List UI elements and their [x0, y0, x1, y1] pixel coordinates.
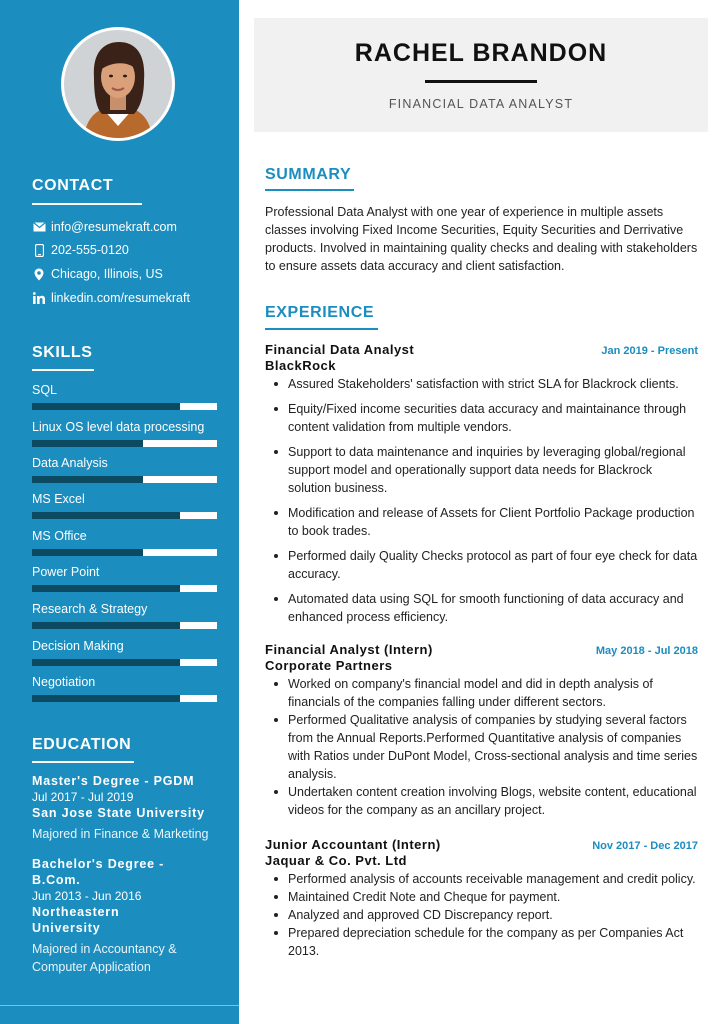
job-entry — [265, 837, 698, 960]
skill-bar-fill — [32, 622, 180, 629]
job-entry — [265, 342, 698, 633]
job-date: Nov 2017 - Dec 2017 — [592, 840, 698, 852]
linkedin-icon — [32, 291, 46, 305]
skill-name: Linux OS level data processing — [32, 420, 205, 434]
education-item — [32, 773, 232, 843]
mail-icon — [32, 220, 46, 234]
contact-phone[interactable] — [32, 242, 129, 258]
header — [254, 18, 708, 132]
skill-bar — [32, 403, 217, 410]
job-date: Jan 2019 - Present — [601, 345, 698, 357]
job-bullets — [265, 675, 698, 819]
job-company: Jaquar & Co. Pvt. Ltd — [265, 853, 407, 868]
contact-linkedin-text: linkedin.com/resumekraft — [51, 291, 190, 305]
summary-heading: SUMMARY — [265, 166, 352, 183]
education-degree: Master's Degree - PGDM — [32, 774, 195, 788]
job-bullet: Performed daily Quality Checks protocol as part of four eye check for data accuracy. — [265, 547, 698, 583]
job-bullets — [265, 870, 698, 960]
contact-location-text: Chicago, Illinois, US — [51, 267, 163, 281]
contact-heading-rule — [32, 203, 142, 205]
candidate-name: RACHEL BRANDON — [354, 39, 608, 67]
skill-item — [32, 419, 217, 447]
skill-item — [32, 382, 217, 410]
skill-bar-fill — [32, 476, 143, 483]
education-date: Jun 2013 - Jun 2016 — [32, 889, 142, 903]
contact-location — [32, 266, 163, 282]
job-bullet: Assured Stakeholders' satisfaction with strict SLA for Blackrock clients. — [265, 375, 698, 393]
job-title: Financial Data Analyst — [265, 342, 415, 357]
skill-name: MS Excel — [32, 492, 85, 506]
skill-bar-fill — [32, 695, 180, 702]
contact-email[interactable] — [32, 219, 177, 235]
job-bullet: Support to data maintenance and inquiries by leveraging global/regional support model and operationally support data needs for Blackrock solution business. — [265, 443, 698, 497]
skill-bar-fill — [32, 512, 180, 519]
skills-heading: SKILLS — [32, 344, 93, 361]
skills-heading-rule — [32, 369, 94, 371]
skill-bar — [32, 585, 217, 592]
name-rule — [425, 80, 537, 83]
job-bullet: Undertaken content creation involving Blogs, website content, educational videos for the company as an ancillary project. — [265, 783, 698, 819]
skill-bar-fill — [32, 440, 143, 447]
skill-bar — [32, 549, 217, 556]
skill-name: Research & Strategy — [32, 602, 148, 616]
summary-text: Professional Data Analyst with one year of experience in multiple assets classes involving Fixed Income Securities, Equity Securities and Derrivative products. Involved in maintaining quality checks and dealing with stakeholders to ensure assets data accuracy and client satisfaction. — [265, 205, 698, 273]
education-school: San Jose State University — [32, 806, 205, 820]
job-bullets — [265, 375, 698, 626]
job-bullet: Analyzed and approved CD Discrepancy report. — [265, 906, 698, 924]
skill-item — [32, 528, 217, 556]
summary-heading-rule — [265, 189, 354, 191]
experience-heading: EXPERIENCE — [265, 304, 375, 321]
job-bullet: Worked on company's financial model and did in depth analysis of financials of the companies falling under different sectors. — [265, 675, 698, 711]
job-company: Corporate Partners — [265, 658, 393, 673]
contact-email-text: info@resumekraft.com — [51, 220, 177, 234]
job-entry — [265, 642, 698, 819]
skill-item — [32, 564, 217, 592]
skill-item — [32, 674, 217, 702]
skill-name: Data Analysis — [32, 456, 108, 470]
job-bullet: Prepared depreciation schedule for the company as per Companies Act 2013. — [265, 924, 698, 960]
skill-bar-fill — [32, 659, 180, 666]
education-date: Jul 2017 - Jul 2019 — [32, 790, 134, 804]
contact-phone-text: 202-555-0120 — [51, 243, 129, 257]
job-title: Junior Accountant (Intern) — [265, 837, 441, 852]
experience-heading-rule — [265, 328, 378, 330]
skill-bar — [32, 440, 217, 447]
skill-name: MS Office — [32, 529, 87, 543]
skill-bar — [32, 695, 217, 702]
skill-bar-fill — [32, 549, 143, 556]
education-desc: Majored in Finance & Marketing — [32, 827, 209, 841]
avatar — [64, 30, 172, 138]
skill-bar — [32, 622, 217, 629]
sidebar-divider — [0, 1005, 239, 1006]
skill-bar — [32, 476, 217, 483]
contact-linkedin[interactable] — [32, 290, 190, 306]
job-bullet: Automated data using SQL for smooth functioning of data accuracy and enhanced process efficiency. — [265, 590, 698, 626]
candidate-role: FINANCIAL DATA ANALYST — [388, 97, 574, 111]
education-item — [32, 856, 192, 976]
skill-bar — [32, 512, 217, 519]
skill-name: Decision Making — [32, 639, 124, 653]
skill-bar-fill — [32, 585, 180, 592]
skill-item — [32, 491, 217, 519]
profile-photo — [61, 27, 175, 141]
skill-item — [32, 601, 217, 629]
skill-item — [32, 638, 217, 666]
education-degree: Bachelor's Degree - B.Com. — [32, 857, 165, 887]
skill-bar — [32, 659, 217, 666]
job-bullet: Performed analysis of accounts receivable management and credit policy. — [265, 870, 698, 888]
skill-name: Negotiation — [32, 675, 96, 689]
skill-bar-fill — [32, 403, 180, 410]
skill-name: SQL — [32, 383, 58, 397]
location-icon — [32, 267, 46, 281]
job-title: Financial Analyst (Intern) — [265, 642, 433, 657]
skill-name: Power Point — [32, 565, 100, 579]
job-bullet: Maintained Credit Note and Cheque for payment. — [265, 888, 698, 906]
job-bullet: Performed Qualitative analysis of companies by studying several factors from the Annual Reports.Performed Quantitative analysis of companies with Ratios under DuPont Model, Cross-sectional analysis and time series analysis. — [265, 711, 698, 783]
education-heading: EDUCATION — [32, 736, 132, 753]
education-heading-rule — [32, 761, 134, 763]
education-desc: Majored in Accountancy & Computer Application — [32, 942, 177, 974]
job-date: May 2018 - Jul 2018 — [595, 645, 698, 657]
contact-heading: CONTACT — [32, 177, 114, 194]
education-school: Northeastern University — [32, 905, 120, 935]
job-bullet: Equity/Fixed income securities data accuracy and maintainance through content validation from multiple vendors. — [265, 400, 698, 436]
job-company: BlackRock — [265, 358, 336, 373]
phone-icon — [32, 243, 46, 257]
sidebar — [0, 0, 239, 1024]
skill-item — [32, 455, 217, 483]
job-bullet: Modification and release of Assets for Client Portfolio Package production to book trades. — [265, 504, 698, 540]
